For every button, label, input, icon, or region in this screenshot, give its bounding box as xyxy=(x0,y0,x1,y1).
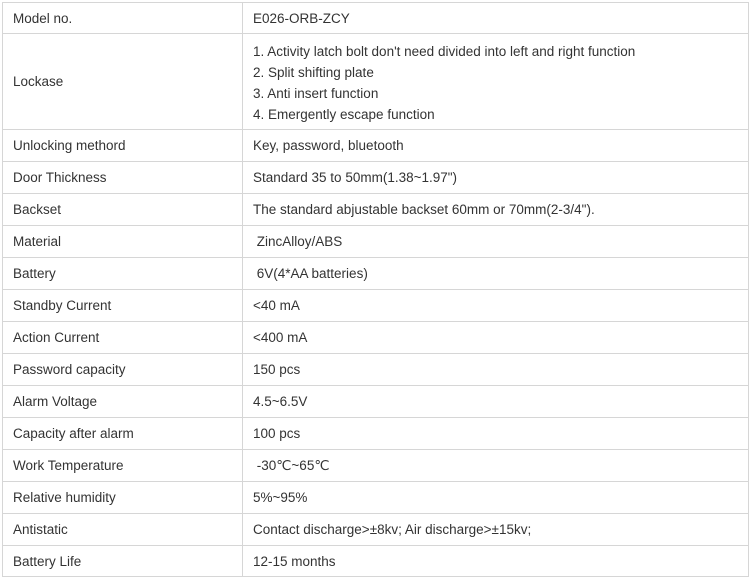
lockase-feature-2: 2. Split shifting plate xyxy=(253,64,374,80)
table-row-standby-current xyxy=(3,290,749,322)
row-label: Capacity after alarm xyxy=(3,418,243,450)
spec-table xyxy=(2,2,749,577)
table-row-door-thickness xyxy=(3,162,749,194)
row-label: Model no. xyxy=(3,3,243,34)
row-label: Material xyxy=(3,226,243,258)
table-row-battery-life xyxy=(3,546,749,577)
row-label: Door Thickness xyxy=(3,162,243,194)
table-row-model-no xyxy=(3,3,749,34)
table-row-action-current xyxy=(3,322,749,354)
row-value: Contact discharge>±8kv; Air discharge>±15kv; xyxy=(243,514,749,546)
row-value: Standard 35 to 50mm(1.38~1.97") xyxy=(243,162,749,194)
row-label: Antistatic xyxy=(3,514,243,546)
row-value: 12-15 months xyxy=(243,546,749,577)
row-label: Relative humidity xyxy=(3,482,243,514)
row-value: ZincAlloy/ABS xyxy=(243,226,749,258)
row-value: 5%~95% xyxy=(243,482,749,514)
table-row-backset xyxy=(3,194,749,226)
table-row-capacity-after-alarm xyxy=(3,418,749,450)
row-value: <40 mA xyxy=(243,290,749,322)
row-value: Key, password, bluetooth xyxy=(243,130,749,162)
row-label: Unlocking methord xyxy=(3,130,243,162)
table-row-unlocking-method xyxy=(3,130,749,162)
table-row-antistatic xyxy=(3,514,749,546)
table-row-relative-humidity xyxy=(3,482,749,514)
row-label: Battery xyxy=(3,258,243,290)
row-label: Backset xyxy=(3,194,243,226)
table-row-password-capacity xyxy=(3,354,749,386)
row-label: Battery Life xyxy=(3,546,243,577)
lockase-feature-3: 3. Anti insert function xyxy=(253,85,379,101)
row-value: E026-ORB-ZCY xyxy=(243,3,749,34)
row-label: Password capacity xyxy=(3,354,243,386)
row-label: Lockase xyxy=(3,34,243,130)
row-value: 4.5~6.5V xyxy=(243,386,749,418)
row-label: Work Temperature xyxy=(3,450,243,482)
table-row-battery xyxy=(3,258,749,290)
table-row-lockase xyxy=(3,34,749,130)
row-value: 6V(4*AA batteries) xyxy=(243,258,749,290)
row-value: 150 pcs xyxy=(243,354,749,386)
table-row-alarm-voltage xyxy=(3,386,749,418)
lockase-feature-4: 4. Emergently escape function xyxy=(253,106,435,122)
row-value: <400 mA xyxy=(243,322,749,354)
row-label: Alarm Voltage xyxy=(3,386,243,418)
row-value: The standard abjustable backset 60mm or 70mm(2-3/4"). xyxy=(243,194,749,226)
table-row-work-temperature xyxy=(3,450,749,482)
row-label: Standby Current xyxy=(3,290,243,322)
row-value-list xyxy=(243,34,749,130)
row-value: -30℃~65℃ xyxy=(243,450,749,482)
table-row-material xyxy=(3,226,749,258)
lockase-feature-1: 1. Activity latch bolt don't need divided into left and right function xyxy=(253,43,636,59)
row-label: Action Current xyxy=(3,322,243,354)
row-value: 100 pcs xyxy=(243,418,749,450)
